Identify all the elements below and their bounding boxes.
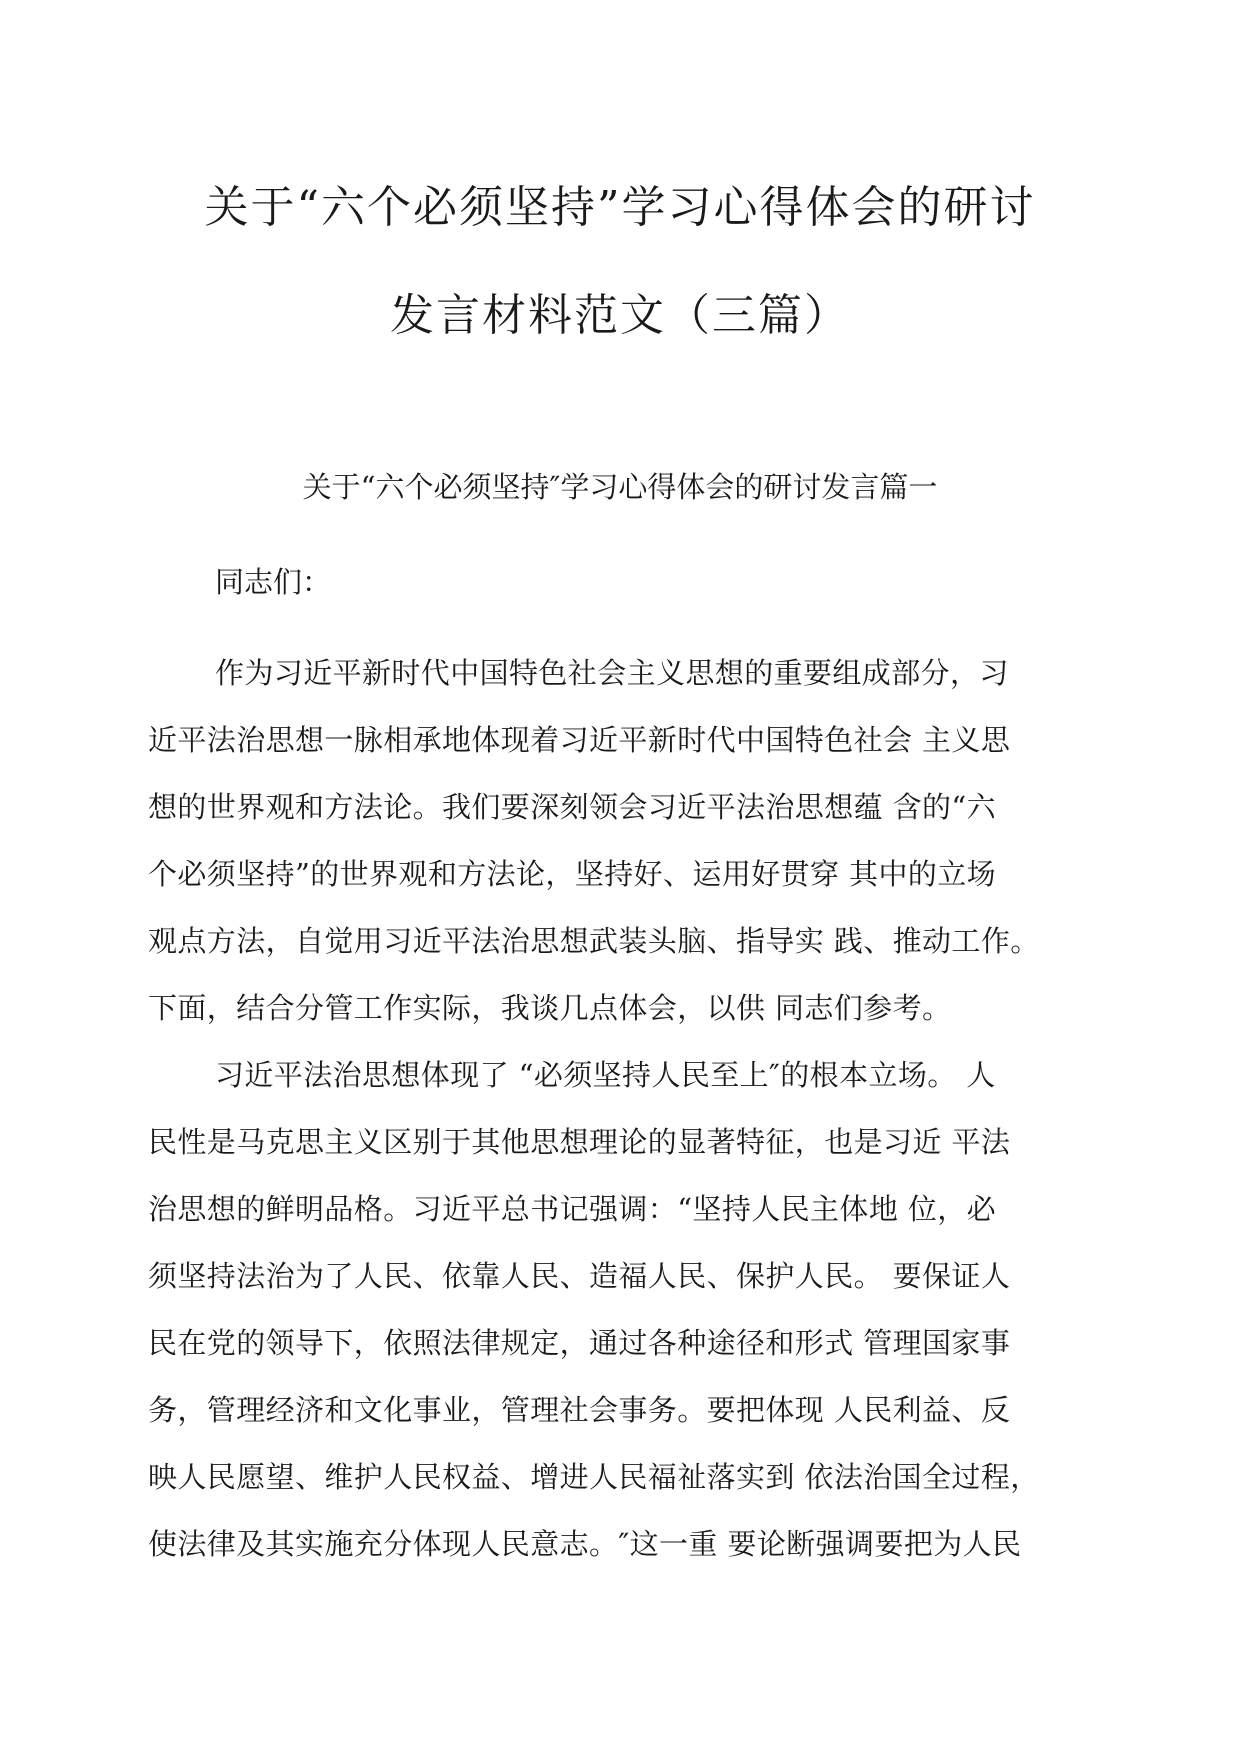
paragraph-line: 务，管理经济和文化事业，管理社会事务。要把体现 人民利益、反 [148,1393,1011,1427]
salutation: 同志们： [215,565,332,599]
section-heading: 关于“六个必须坚持″学习心得体会的研讨发言篇一 [302,470,938,504]
paragraph-line: 习近平法治思想体现了 “必须坚持人民至上″的根本立场。 人 [215,1058,996,1092]
paragraph-line: 治思想的鲜明品格。习近平总书记强调：“坚持人民主体地 位，必 [148,1192,997,1226]
paragraph-line: 映人民愿望、维护人民权益、增进人民福祉落实到 依法治国全过程， [148,1460,1040,1494]
paragraph-line: 民性是马克思主义区别于其他思想理论的显著特征，也是习近 平法 [148,1125,1011,1159]
paragraph-2 [148,1042,1092,1578]
paragraph-line: 个必须坚持”的世界观和方法论，坚持好、运用好贯穿 其中的立场 [148,857,997,891]
paragraph-line: 作为习近平新时代中国特色社会主义思想的重要组成部分，习 [215,656,1009,690]
paragraph-line: 民在党的领导下，依照法律规定，通过各种途径和形式 管理国家事 [148,1326,1011,1360]
paragraph-line: 近平法治思想一脉相承地体现着习近平新时代中国特色社会 主义思 [148,723,1011,757]
paragraph-line: 使法律及其实施充分体现人民意志。″这一重 要论断强调要把为人民 [148,1527,1022,1561]
paragraph-line: 下面，结合分管工作实际，我谈几点体会，以供 同志们参考。 [148,991,952,1025]
document-title-line-2: 发言材料范文（三篇） [390,290,850,341]
document-title-line-1: 关于“六个必须坚持”学习心得体会的研讨 [204,182,1036,233]
paragraph-1 [148,640,1092,1042]
paragraph-line: 观点方法，自觉用习近平法治思想武装头脑、指导实 践、推动工作。 [148,924,1040,958]
paragraph-line: 须坚持法治为了人民、依靠人民、造福人民、保护人民。 要保证人 [148,1259,1011,1293]
paragraph-line: 想的世界观和方法论。我们要深刻领会习近平法治思想蕴 含的“六 [148,790,997,824]
